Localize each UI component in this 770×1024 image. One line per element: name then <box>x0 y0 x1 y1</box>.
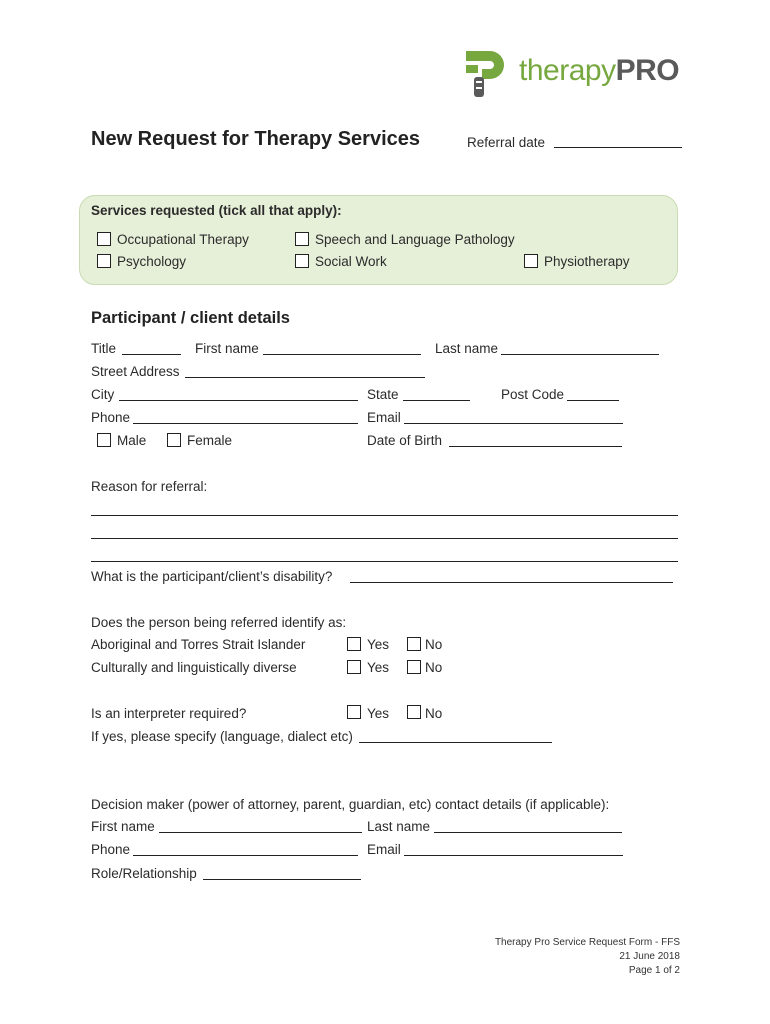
participant-heading: Participant / client details <box>91 309 290 327</box>
reason-line-3[interactable] <box>91 561 678 562</box>
email-label: Email <box>367 410 401 425</box>
state-field[interactable] <box>403 400 470 401</box>
first-name-label: First name <box>195 341 259 356</box>
physiotherapy-label: Physiotherapy <box>544 254 630 269</box>
interpreter-yes-label: Yes <box>367 706 390 721</box>
reason-label: Reason for referral: <box>91 479 208 494</box>
dm-role-field[interactable] <box>203 879 361 880</box>
state-label: State <box>367 387 399 402</box>
dm-email-label: Email <box>367 842 401 857</box>
postcode-field[interactable] <box>567 400 619 401</box>
interpreter-question: Is an interpreter required? <box>91 706 247 721</box>
title-label: Title <box>91 341 117 356</box>
phone-field[interactable] <box>133 423 358 424</box>
referral-date-field[interactable] <box>554 147 682 148</box>
dob-label: Date of Birth <box>367 433 443 448</box>
footer-form-name: Therapy Pro Service Request Form - FFS <box>494 937 680 948</box>
female-label: Female <box>187 433 233 448</box>
reason-line-2[interactable] <box>91 538 678 539</box>
psychology-label: Psychology <box>117 254 187 269</box>
cald-no-checkbox[interactable] <box>407 660 421 674</box>
therapy-pro-logo-icon <box>460 47 516 101</box>
footer-page-number: Page 1 of 2 <box>628 965 680 976</box>
logo-text-therapy: therapy <box>519 54 616 87</box>
social-work-checkbox[interactable] <box>295 254 309 268</box>
form-title: New Request for Therapy Services <box>91 128 421 150</box>
reason-line-1[interactable] <box>91 515 678 516</box>
disability-field[interactable] <box>350 582 673 583</box>
cald-label: Culturally and linguistically diverse <box>91 660 297 675</box>
aboriginal-no-label: No <box>425 637 443 652</box>
male-checkbox[interactable] <box>97 433 111 447</box>
physiotherapy-checkbox[interactable] <box>524 254 538 268</box>
cald-no-label: No <box>425 660 443 675</box>
title-field[interactable] <box>122 354 181 355</box>
occupational-therapy-checkbox[interactable] <box>97 232 111 246</box>
psychology-checkbox[interactable] <box>97 254 111 268</box>
cald-yes-checkbox[interactable] <box>347 660 361 674</box>
street-address-field[interactable] <box>185 377 425 378</box>
email-field[interactable] <box>404 423 623 424</box>
male-label: Male <box>117 433 147 448</box>
logo-wordmark <box>519 53 679 89</box>
street-address-label: Street Address <box>91 364 180 379</box>
dm-email-field[interactable] <box>404 855 623 856</box>
disability-label: What is the participant/client’s disability? <box>91 569 333 584</box>
cald-yes-label: Yes <box>367 660 390 675</box>
interpreter-specify-label: If yes, please specify (language, dialect etc) <box>91 729 353 744</box>
services-heading: Services requested (tick all that apply): <box>91 203 342 218</box>
interpreter-specify-field[interactable] <box>359 742 552 743</box>
interpreter-no-checkbox[interactable] <box>407 705 421 719</box>
city-field[interactable] <box>119 400 358 401</box>
speech-pathology-checkbox[interactable] <box>295 232 309 246</box>
postcode-label: Post Code <box>501 387 565 402</box>
last-name-field[interactable] <box>501 354 659 355</box>
dm-first-name-label: First name <box>91 819 155 834</box>
female-checkbox[interactable] <box>167 433 181 447</box>
dm-role-label: Role/Relationship <box>91 866 197 881</box>
referral-date-label: Referral date <box>467 135 546 150</box>
dob-field[interactable] <box>449 446 622 447</box>
city-label: City <box>91 387 115 402</box>
footer-date: 21 June 2018 <box>619 951 680 962</box>
phone-label: Phone <box>91 410 131 425</box>
identify-heading: Does the person being referred identify as: <box>91 615 347 630</box>
first-name-field[interactable] <box>263 354 421 355</box>
occupational-therapy-label: Occupational Therapy <box>117 232 249 247</box>
dm-phone-field[interactable] <box>133 855 358 856</box>
dm-phone-label: Phone <box>91 842 131 857</box>
aboriginal-yes-label: Yes <box>367 637 390 652</box>
last-name-label: Last name <box>435 341 499 356</box>
interpreter-yes-checkbox[interactable] <box>347 705 361 719</box>
dm-last-name-label: Last name <box>367 819 431 834</box>
dm-first-name-field[interactable] <box>159 832 362 833</box>
speech-pathology-label: Speech and Language Pathology <box>315 232 515 247</box>
aboriginal-yes-checkbox[interactable] <box>347 637 361 651</box>
dm-last-name-field[interactable] <box>434 832 622 833</box>
social-work-label: Social Work <box>315 254 387 269</box>
decision-maker-heading: Decision maker (power of attorney, parent, guardian, etc) contact details (if applicable): <box>91 797 610 812</box>
aboriginal-label: Aboriginal and Torres Strait Islander <box>91 637 306 652</box>
logo-text-pro: PRO <box>615 54 680 87</box>
aboriginal-no-checkbox[interactable] <box>407 637 421 651</box>
interpreter-no-label: No <box>425 706 443 721</box>
